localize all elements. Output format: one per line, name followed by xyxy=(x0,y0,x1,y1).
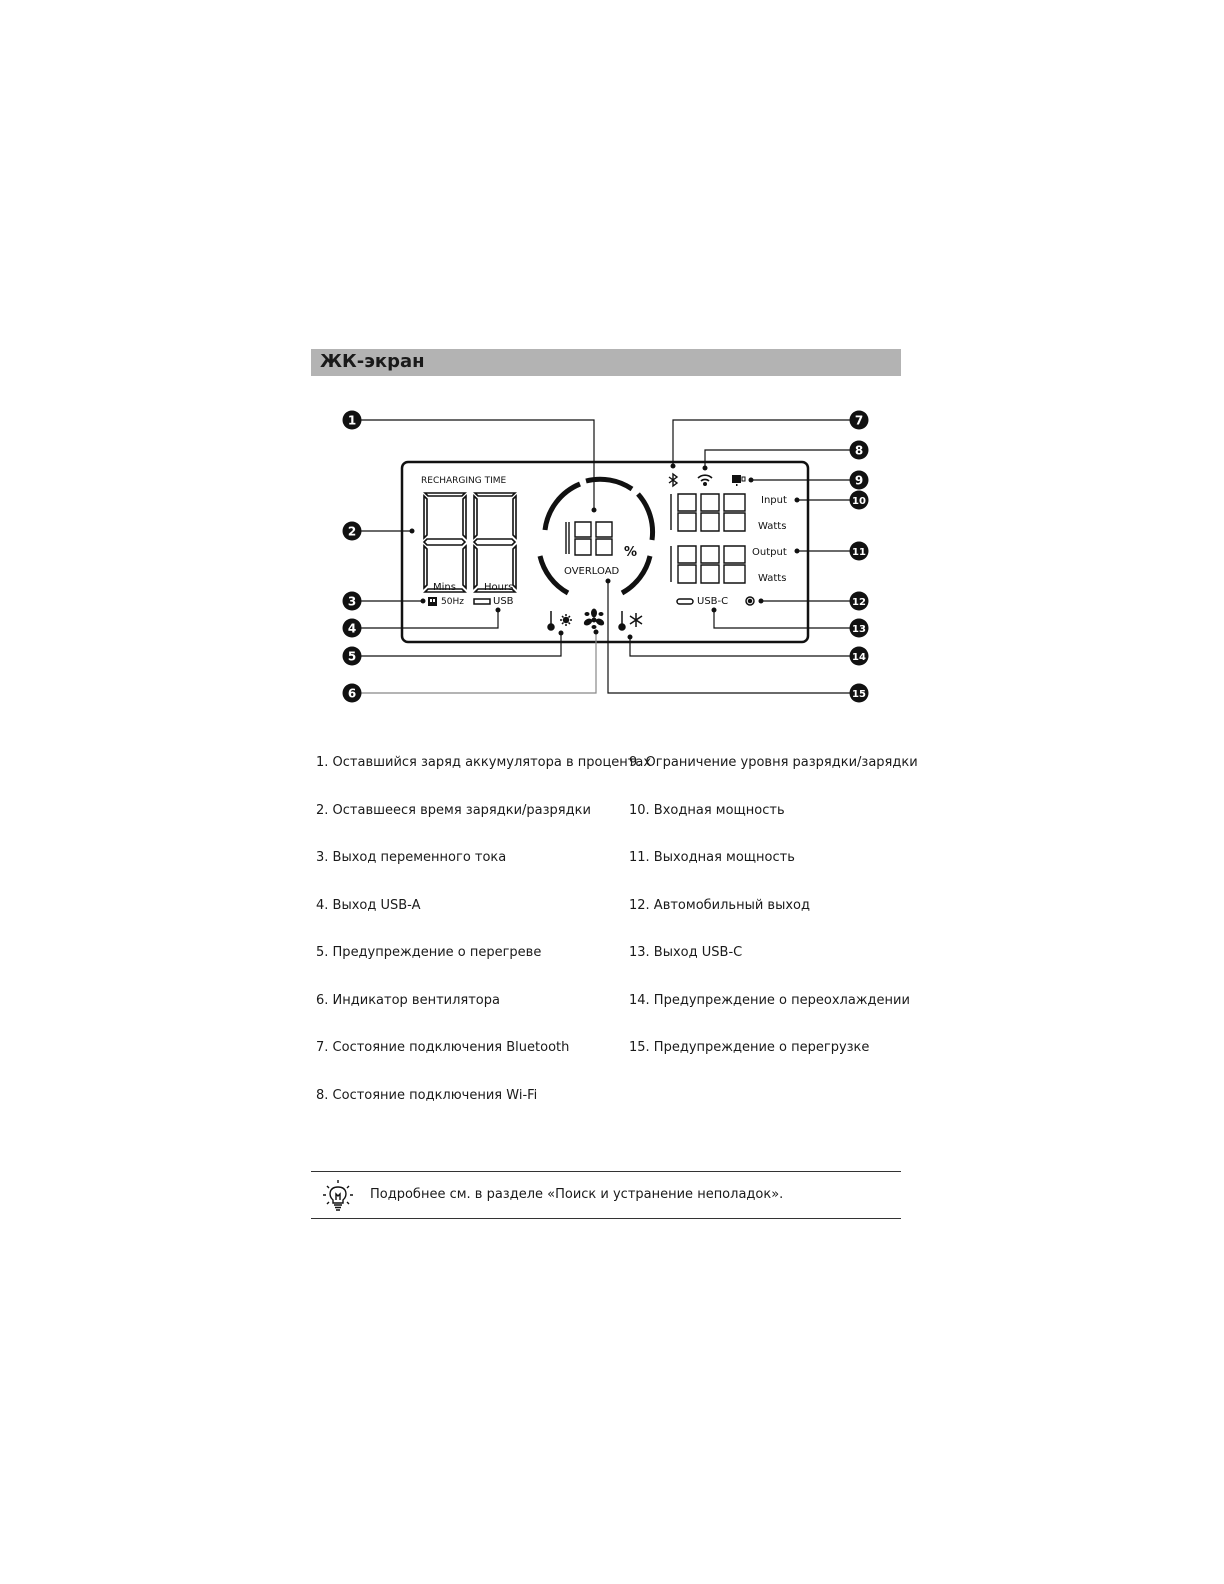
overheat-icon xyxy=(548,611,572,630)
output-watts-digits xyxy=(671,546,745,583)
svg-text:3: 3 xyxy=(347,594,357,609)
wifi-icon xyxy=(698,475,712,485)
percent-sign: % xyxy=(624,545,638,560)
svg-text:5: 5 xyxy=(347,649,357,664)
note-text: Подробнее см. в разделе «Поиск и устранение неполадок». xyxy=(370,1187,784,1202)
legend-item-3: 3. Выход переменного тока xyxy=(316,850,507,865)
callout-badge-13 xyxy=(850,619,869,638)
percent-digits xyxy=(566,522,612,555)
legend-item-9: 9. Ограничение уровня разрядки/зарядки xyxy=(629,755,918,770)
charge-limit-icon xyxy=(732,475,745,486)
svg-text:1: 1 xyxy=(347,413,357,428)
callout-badge-11 xyxy=(850,542,869,561)
callout-badge-6 xyxy=(343,684,362,703)
note-top-rule xyxy=(311,1171,901,1172)
callout-badge-15 xyxy=(850,684,869,703)
callout-badge-9 xyxy=(850,471,869,490)
callout-badge-10 xyxy=(850,491,869,510)
legend-item-10: 10. Входная мощность xyxy=(629,803,785,818)
hz-label: 50Hz xyxy=(441,597,464,607)
callout-badge-3 xyxy=(343,592,362,611)
svg-text:7: 7 xyxy=(854,413,864,428)
recharging-time-label: RECHARGING TIME xyxy=(421,476,507,486)
legend-item-15: 15. Предупреждение о перегрузке xyxy=(629,1040,870,1055)
undercool-icon xyxy=(619,611,642,630)
callout-dots xyxy=(410,464,800,640)
svg-text:12: 12 xyxy=(852,597,866,608)
callout-badge-14 xyxy=(850,647,869,666)
svg-text:8: 8 xyxy=(854,443,864,458)
svg-text:9: 9 xyxy=(854,473,864,488)
ac-outlet-icon xyxy=(428,597,437,606)
svg-text:13: 13 xyxy=(852,624,866,635)
callout-badge-7 xyxy=(850,411,869,430)
legend-item-7: 7. Состояние подключения Bluetooth xyxy=(316,1040,570,1055)
note-bottom-rule xyxy=(311,1218,901,1219)
fan-icon xyxy=(583,609,606,630)
callout-badge-4 xyxy=(343,619,362,638)
time-digits xyxy=(424,493,516,592)
input-watts-label: Watts xyxy=(758,521,787,532)
input-label: Input xyxy=(761,495,787,506)
legend-item-13: 13. Выход USB-C xyxy=(629,945,743,960)
svg-text:14: 14 xyxy=(852,652,866,663)
lightbulb-icon xyxy=(322,1178,354,1214)
callout-badge-1 xyxy=(343,411,362,430)
section-title: ЖК-экран xyxy=(320,351,425,372)
svg-text:4: 4 xyxy=(347,621,357,636)
usb-a-icon xyxy=(474,599,490,604)
legend-item-4: 4. Выход USB-A xyxy=(316,898,421,913)
input-watts-digits xyxy=(671,494,745,531)
usb-c-icon xyxy=(677,599,693,604)
legend-item-12: 12. Автомобильный выход xyxy=(629,898,810,913)
legend-item-2: 2. Оставшееся время зарядки/разрядки xyxy=(316,803,591,818)
callout-badge-12 xyxy=(850,592,869,611)
svg-text:11: 11 xyxy=(852,547,866,558)
usb-label: USB xyxy=(493,596,514,607)
callout-badge-5 xyxy=(343,647,362,666)
svg-text:10: 10 xyxy=(852,496,866,507)
legend-item-11: 11. Выходная мощность xyxy=(629,850,795,865)
output-label: Output xyxy=(752,547,787,558)
legend-item-5: 5. Предупреждение о перегреве xyxy=(316,945,542,960)
car-outlet-icon xyxy=(746,597,754,605)
mins-label: Mins xyxy=(433,582,456,593)
svg-text:15: 15 xyxy=(852,689,866,700)
callout-badge-2 xyxy=(343,522,362,541)
overload-label: OVERLOAD xyxy=(564,566,620,577)
legend-item-8: 8. Состояние подключения Wi-Fi xyxy=(316,1088,538,1103)
svg-text:6: 6 xyxy=(347,686,357,701)
callout-badge-8 xyxy=(850,441,869,460)
output-watts-label: Watts xyxy=(758,573,787,584)
legend-item-6: 6. Индикатор вентилятора xyxy=(316,993,500,1008)
legend-item-14: 14. Предупреждение о переохлаждении xyxy=(629,993,910,1008)
hours-label: Hours xyxy=(484,582,514,593)
bluetooth-icon xyxy=(669,474,677,486)
usb-c-label: USB-C xyxy=(697,596,729,607)
svg-text:2: 2 xyxy=(347,524,357,539)
legend-item-1: 1. Оставшийся заряд аккумулятора в процентах xyxy=(316,755,652,770)
